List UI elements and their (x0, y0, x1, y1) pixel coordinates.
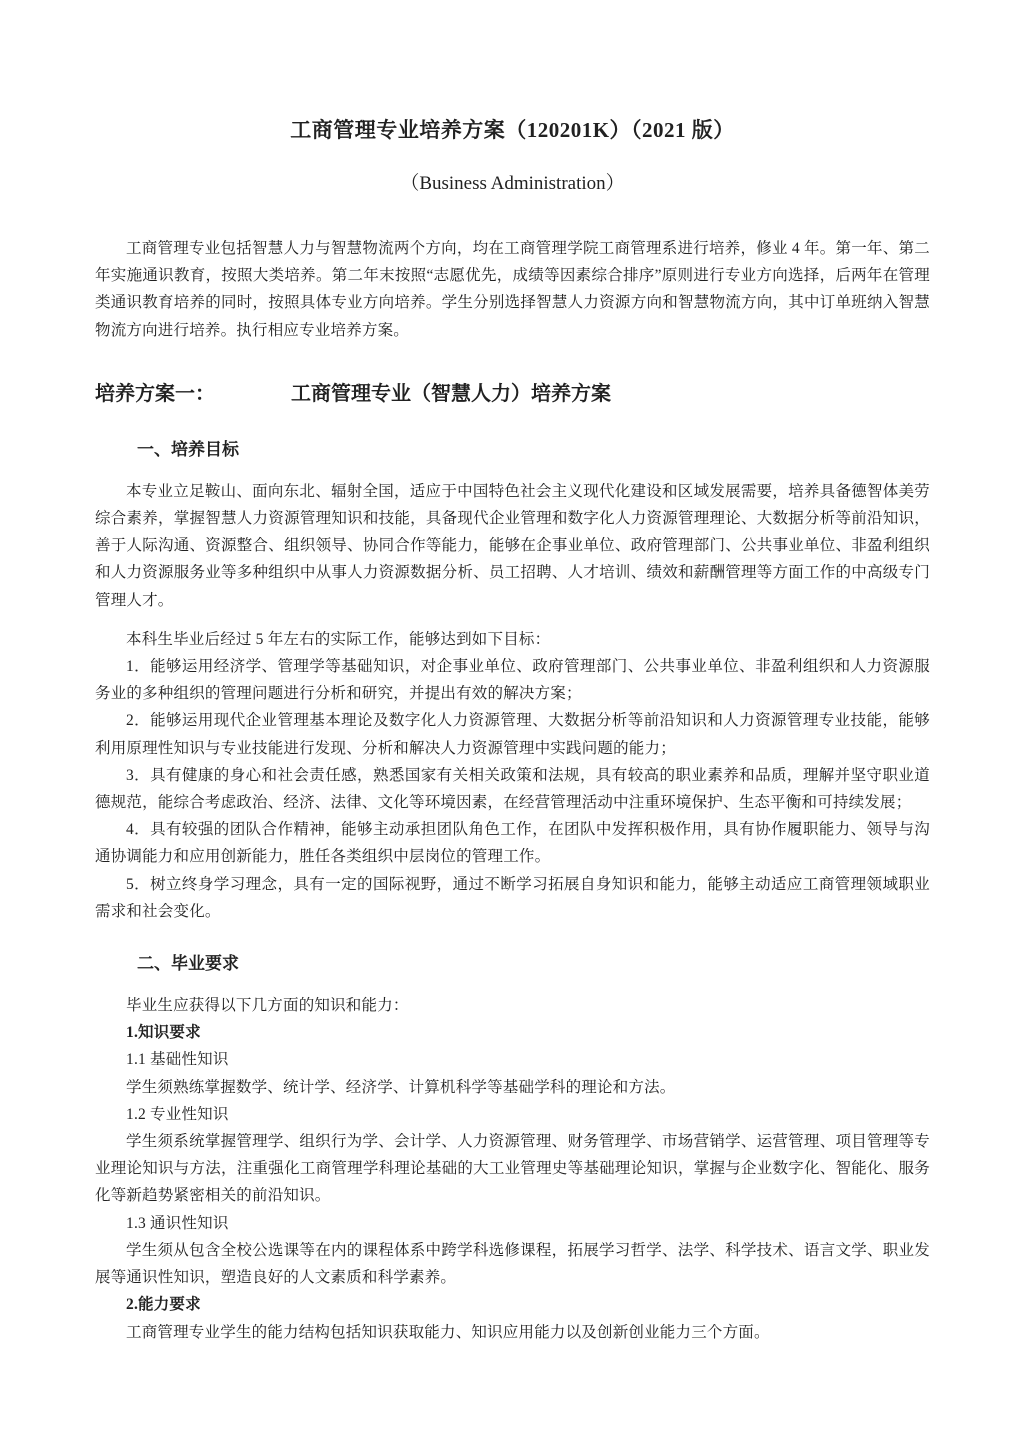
knowledge-item-3-label: 1.3 通识性知识 (126, 1214, 229, 1232)
plan-one-title: 工商管理专业（智慧人力）培养方案 (291, 382, 611, 405)
doc-title: 工商管理专业培养方案（120201K）（2021 版） (290, 118, 735, 142)
knowledge-item-1-text: 学生须熟练掌握数学、统计学、经济学、计算机科学等基础学科的理论和方法。 (126, 1078, 676, 1096)
objective-item-4: 4．具有较强的团队合作精神，能够主动承担团队角色工作，在团队中发挥积极作用，具有协作履职能力、领导与沟通协调能力和应用创新能力，胜任各类组织中层岗位的管理工作。 (95, 821, 930, 866)
plan-one-label: 培养方案一： (95, 382, 215, 405)
plan-one-heading (95, 380, 930, 408)
objective-item-1: 1．能够运用经济学、管理学等基础知识，对企事业单位、政府管理部门、公共事业单位、非盈利组织和人力资源服务业的多种组织的管理问题进行分析和研究，并提出有效的解决方案； (95, 658, 930, 703)
objective-item-5: 5．树立终身学习理念，具有一定的国际视野，通过不断学习拓展自身知识和能力，能够主动适应工商管理领域职业需求和社会变化。 (95, 875, 930, 920)
intro-paragraph: 工商管理专业包括智慧人力与智慧物流两个方向，均在工商管理学院工商管理系进行培养，修业 4 年。第一年、第二年实施通识教育，按照大类培养。第二年末按照“志愿优先，成绩等因素综合排序”原则进行专业方向选择，后两年在管理类通识教育培养的同时，按照具体专业方向培养。学生分别选择智慧人力资源方向和智慧物流方向，其中订单班纳入智慧物流方向进行培养。执行相应专业培养方案。 (95, 240, 930, 339)
knowledge-item-2-label: 1.2 专业性知识 (126, 1105, 229, 1123)
objectives-heading: 一、培养目标 (137, 439, 239, 459)
knowledge-item-3-text: 学生须从包含全校公选课等在内的课程体系中跨学科选修课程，拓展学习哲学、法学、科学技术、语言文学、职业发展等通识性知识，塑造良好的人文素质和科学素养。 (95, 1241, 930, 1287)
objective-item-3: 3．具有健康的身心和社会责任感，熟悉国家有关相关政策和法规，具有较高的职业素养和品质，理解并坚守职业道德规范，能综合考虑政治、经济、法律、文化等环境因素，在经营管理活动中注重环境保护、生态平衡和可持续发展； (95, 766, 930, 812)
ability-requirements-heading: 2.能力要求 (126, 1296, 201, 1314)
objective-item-2: 2．能够运用现代企业管理基本理论及数字化人力资源管理、大数据分析等前沿知识和人力资源管理专业技能，能够利用原理性知识与专业技能进行发现、分析和解决人力资源管理中实践问题的能力； (95, 712, 930, 757)
ability-requirements-text: 工商管理专业学生的能力结构包括知识获取能力、知识应用能力以及创新创业能力三个方面。 (126, 1323, 770, 1341)
knowledge-item-2-text: 学生须系统掌握管理学、组织行为学、会计学、人力资源管理、财务管理学、市场营销学、运营管理、项目管理等专业理论知识与方法，注重强化工商管理学科理论基础的大工业管理史等基础理论知识，掌握与企业数字化、智能化、服务化等新趋势紧密相关的前沿知识。 (95, 1133, 930, 1205)
graduation-heading: 二、毕业要求 (137, 954, 239, 974)
doc-subtitle: （Business Administration） (400, 173, 625, 194)
objectives-lead: 本科生毕业后经过 5 年左右的实际工作，能够达到如下目标： (126, 630, 551, 648)
graduation-intro: 毕业生应获得以下几方面的知识和能力： (126, 997, 409, 1015)
knowledge-requirements-heading: 1.知识要求 (126, 1024, 201, 1042)
knowledge-item-1-label: 1.1 基础性知识 (126, 1051, 229, 1069)
objectives-paragraph: 本专业立足鞍山、面向东北、辐射全国，适应于中国特色社会主义现代化建设和区域发展需要，培养具备德智体美劳综合素养，掌握智慧人力资源管理知识和技能，具备现代企业管理和数字化人力资源管理理论、大数据分析等前沿知识，善于人际沟通、资源整合、组织领导、协同合作等能力，能够在企事业单位、政府管理部门、公共事业单位、非盈利组织和人力资源服务业等多种组织中从事人力资源数据分析、员工招聘、人才培训、绩效和薪酬管理等方面工作的中高级专门管理人才。 (95, 482, 930, 609)
